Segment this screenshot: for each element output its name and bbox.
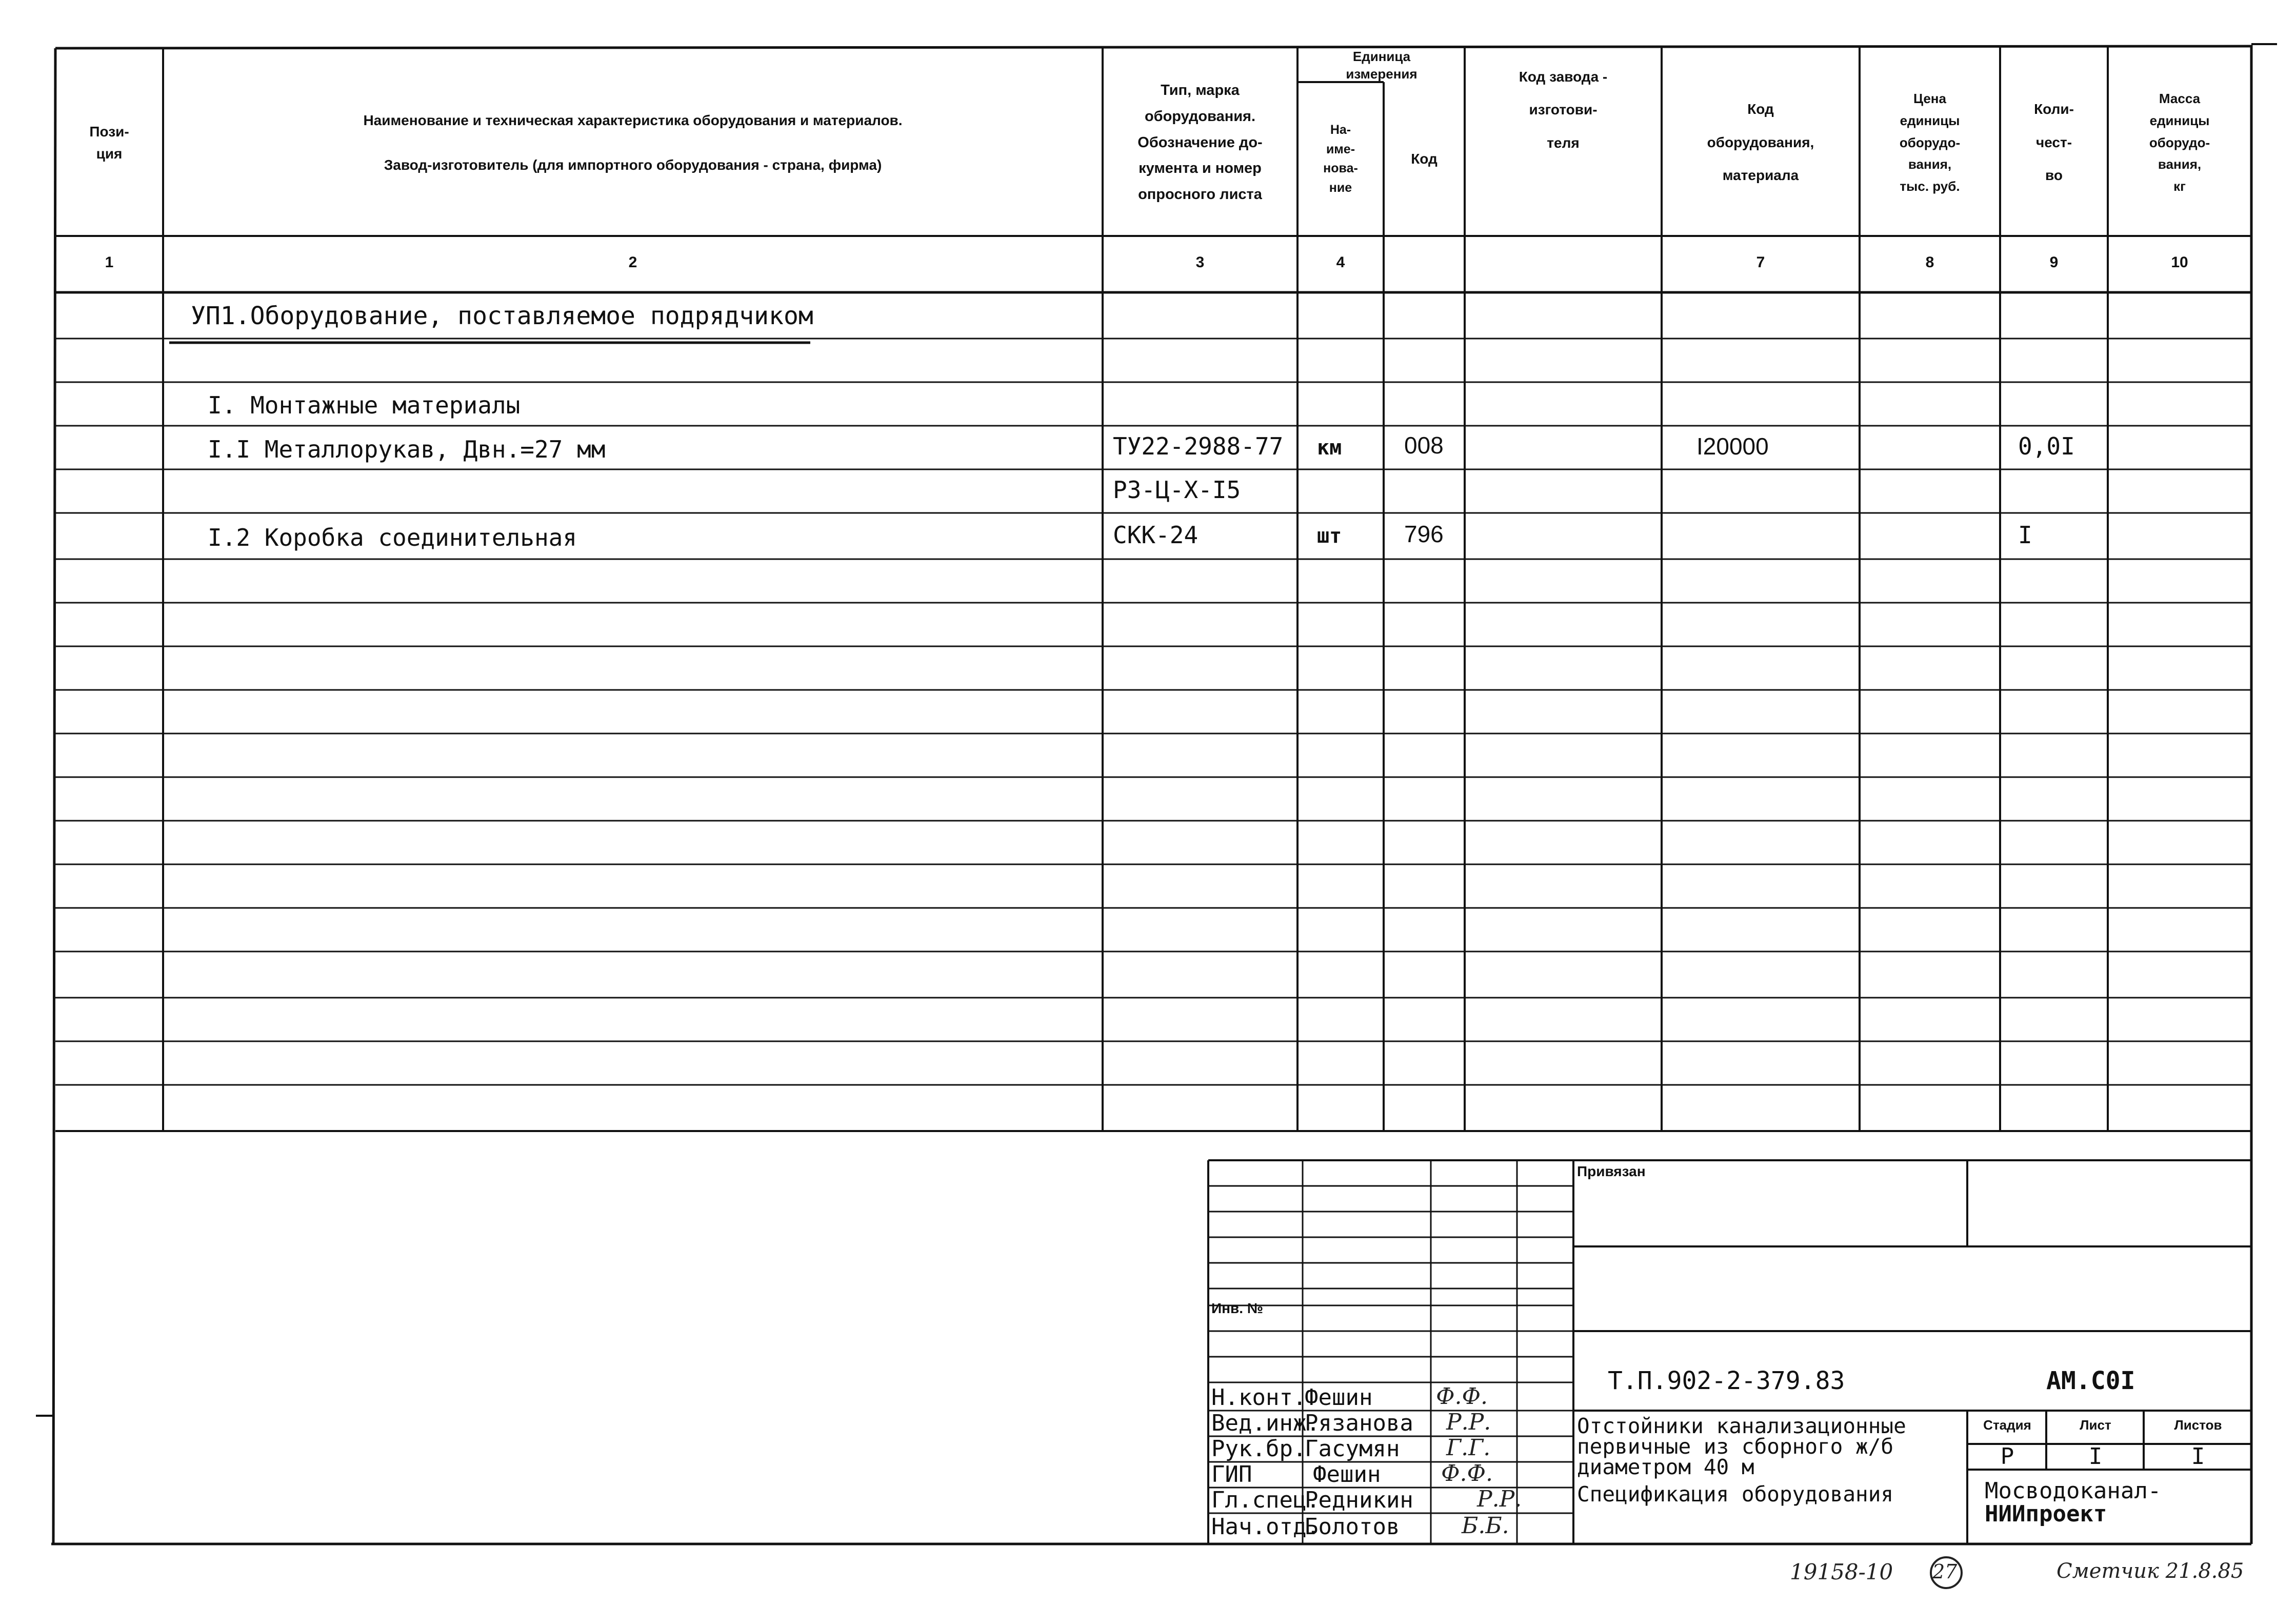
- colnum-9: 9: [2049, 254, 2059, 271]
- signature-mark-5: Р.Р.: [1477, 1486, 1522, 1512]
- colnum-1: 1: [105, 254, 114, 271]
- item-1-1-name: I.I Металлорукав, Двн.=27 мм: [208, 435, 606, 463]
- item-1-1-quantity: 0,0I: [2018, 432, 2075, 460]
- header-name: Наименование и техническая характеристика оборудования и материалов. Завод-изготовитель (для импортного оборудования - страна, фирма): [363, 112, 903, 173]
- item-1-1-unit-code: 008: [1404, 432, 1444, 459]
- item-1-1-unit: км: [1317, 436, 1342, 460]
- header-unit-name: На- име- нова- ние: [1323, 123, 1358, 195]
- sheets-value: I: [2191, 1443, 2205, 1470]
- stage-value: Р: [2000, 1443, 2014, 1470]
- signature-name-1: Фешин: [1305, 1384, 1373, 1411]
- stage-label: Стадия: [1983, 1417, 2031, 1433]
- sheet-value: I: [2088, 1443, 2103, 1470]
- sheet-label: Лист: [2080, 1417, 2111, 1433]
- section-heading: УП1.Оборудование, поставляемое подрядчиком: [191, 302, 813, 330]
- header-position: Пози- ция: [89, 123, 129, 162]
- colnum-10: 10: [2171, 254, 2188, 271]
- header-factory-code: Код завода - изготови- теля: [1519, 69, 1608, 151]
- footer-reference: 19158-10: [1790, 1559, 1893, 1584]
- header-equipment-code: Код оборудования, материала: [1707, 101, 1814, 184]
- item-1-1-type-doc: РЗ-Ц-Х-I5: [1113, 476, 1241, 504]
- colnum-8: 8: [1925, 254, 1934, 271]
- signature-role-3: Рук.бр.: [1211, 1436, 1307, 1462]
- header-type: Тип, марка оборудования. Обозначение до- кумента и номер опросного листа: [1137, 82, 1263, 203]
- signature-role-6: Нач.отд.: [1211, 1514, 1320, 1540]
- header-quantity: Коли- чест- во: [2034, 101, 2074, 184]
- signature-mark-2: Р.Р.: [1446, 1409, 1491, 1435]
- sheet-code: АМ.С0I: [2046, 1366, 2135, 1395]
- item-1-2-type: СКК-24: [1113, 521, 1199, 549]
- signature-name-6: Болотов: [1305, 1514, 1400, 1540]
- signature-mark-3: Г.Г.: [1446, 1435, 1491, 1461]
- item-1-2-name: I.2 Коробка соединительная: [208, 524, 577, 551]
- signature-mark-1: Ф.Ф.: [1436, 1383, 1488, 1410]
- header-unit-group: Единица измерения: [1346, 49, 1417, 82]
- colnum-7: 7: [1756, 254, 1765, 271]
- header-price: Цена единицы оборудо- вания, тыс. руб.: [1899, 90, 1961, 194]
- colnum-3: 3: [1195, 254, 1205, 271]
- item-1-2-unit: шт: [1317, 524, 1342, 548]
- org-line-2: НИИпроект: [1985, 1501, 2107, 1527]
- signature-name-5: Редникин: [1305, 1487, 1413, 1513]
- item-1-2-quantity: I: [2018, 521, 2032, 549]
- signature-name-4: Фешин: [1313, 1461, 1381, 1488]
- footer-copy-note: Сметчик 21.8.85: [2057, 1559, 2244, 1583]
- item-1-1-equipment-code: I20000: [1696, 433, 1769, 460]
- signature-name-3: Гасумян: [1305, 1436, 1400, 1462]
- header-mass: Масса единицы оборудо- вания, кг: [2149, 90, 2210, 194]
- signature-role-1: Н.конт.: [1211, 1384, 1307, 1411]
- bound-label: Привязан: [1577, 1163, 1646, 1179]
- footer-circled-number: 27: [1932, 1560, 1958, 1583]
- signature-mark-4: Ф.Ф.: [1441, 1460, 1493, 1487]
- title-line-3: диаметром 40 м: [1577, 1455, 1754, 1479]
- colnum-2: 2: [628, 254, 637, 271]
- document-name: Спецификация оборудования: [1577, 1482, 1894, 1507]
- signature-name-2: Рязанова: [1305, 1410, 1413, 1436]
- signature-role-2: Вед.инж.: [1211, 1410, 1320, 1436]
- header-unit-code: Код: [1411, 151, 1438, 167]
- inventory-label: Инв. №: [1211, 1300, 1264, 1316]
- signature-mark-6: Б.Б.: [1462, 1513, 1509, 1539]
- sheets-label: Листов: [2174, 1417, 2222, 1433]
- signature-role-5: Гл.спец.: [1211, 1487, 1320, 1513]
- colnum-4: 4: [1336, 254, 1345, 271]
- item-1-1-type: ТУ22-2988-77: [1113, 432, 1284, 460]
- signature-role-4: ГИП: [1211, 1461, 1252, 1488]
- item-1-2-unit-code: 796: [1404, 521, 1444, 547]
- subsection-heading: I. Монтажные материалы: [208, 391, 521, 419]
- title-line-1: Отстойники канализационные: [1577, 1414, 1906, 1438]
- project-code: Т.П.902-2-379.83: [1608, 1366, 1845, 1395]
- org-line-1: Мосводоканал-: [1985, 1478, 2162, 1504]
- title-line-2: первичные из сборного ж/б: [1577, 1434, 1894, 1459]
